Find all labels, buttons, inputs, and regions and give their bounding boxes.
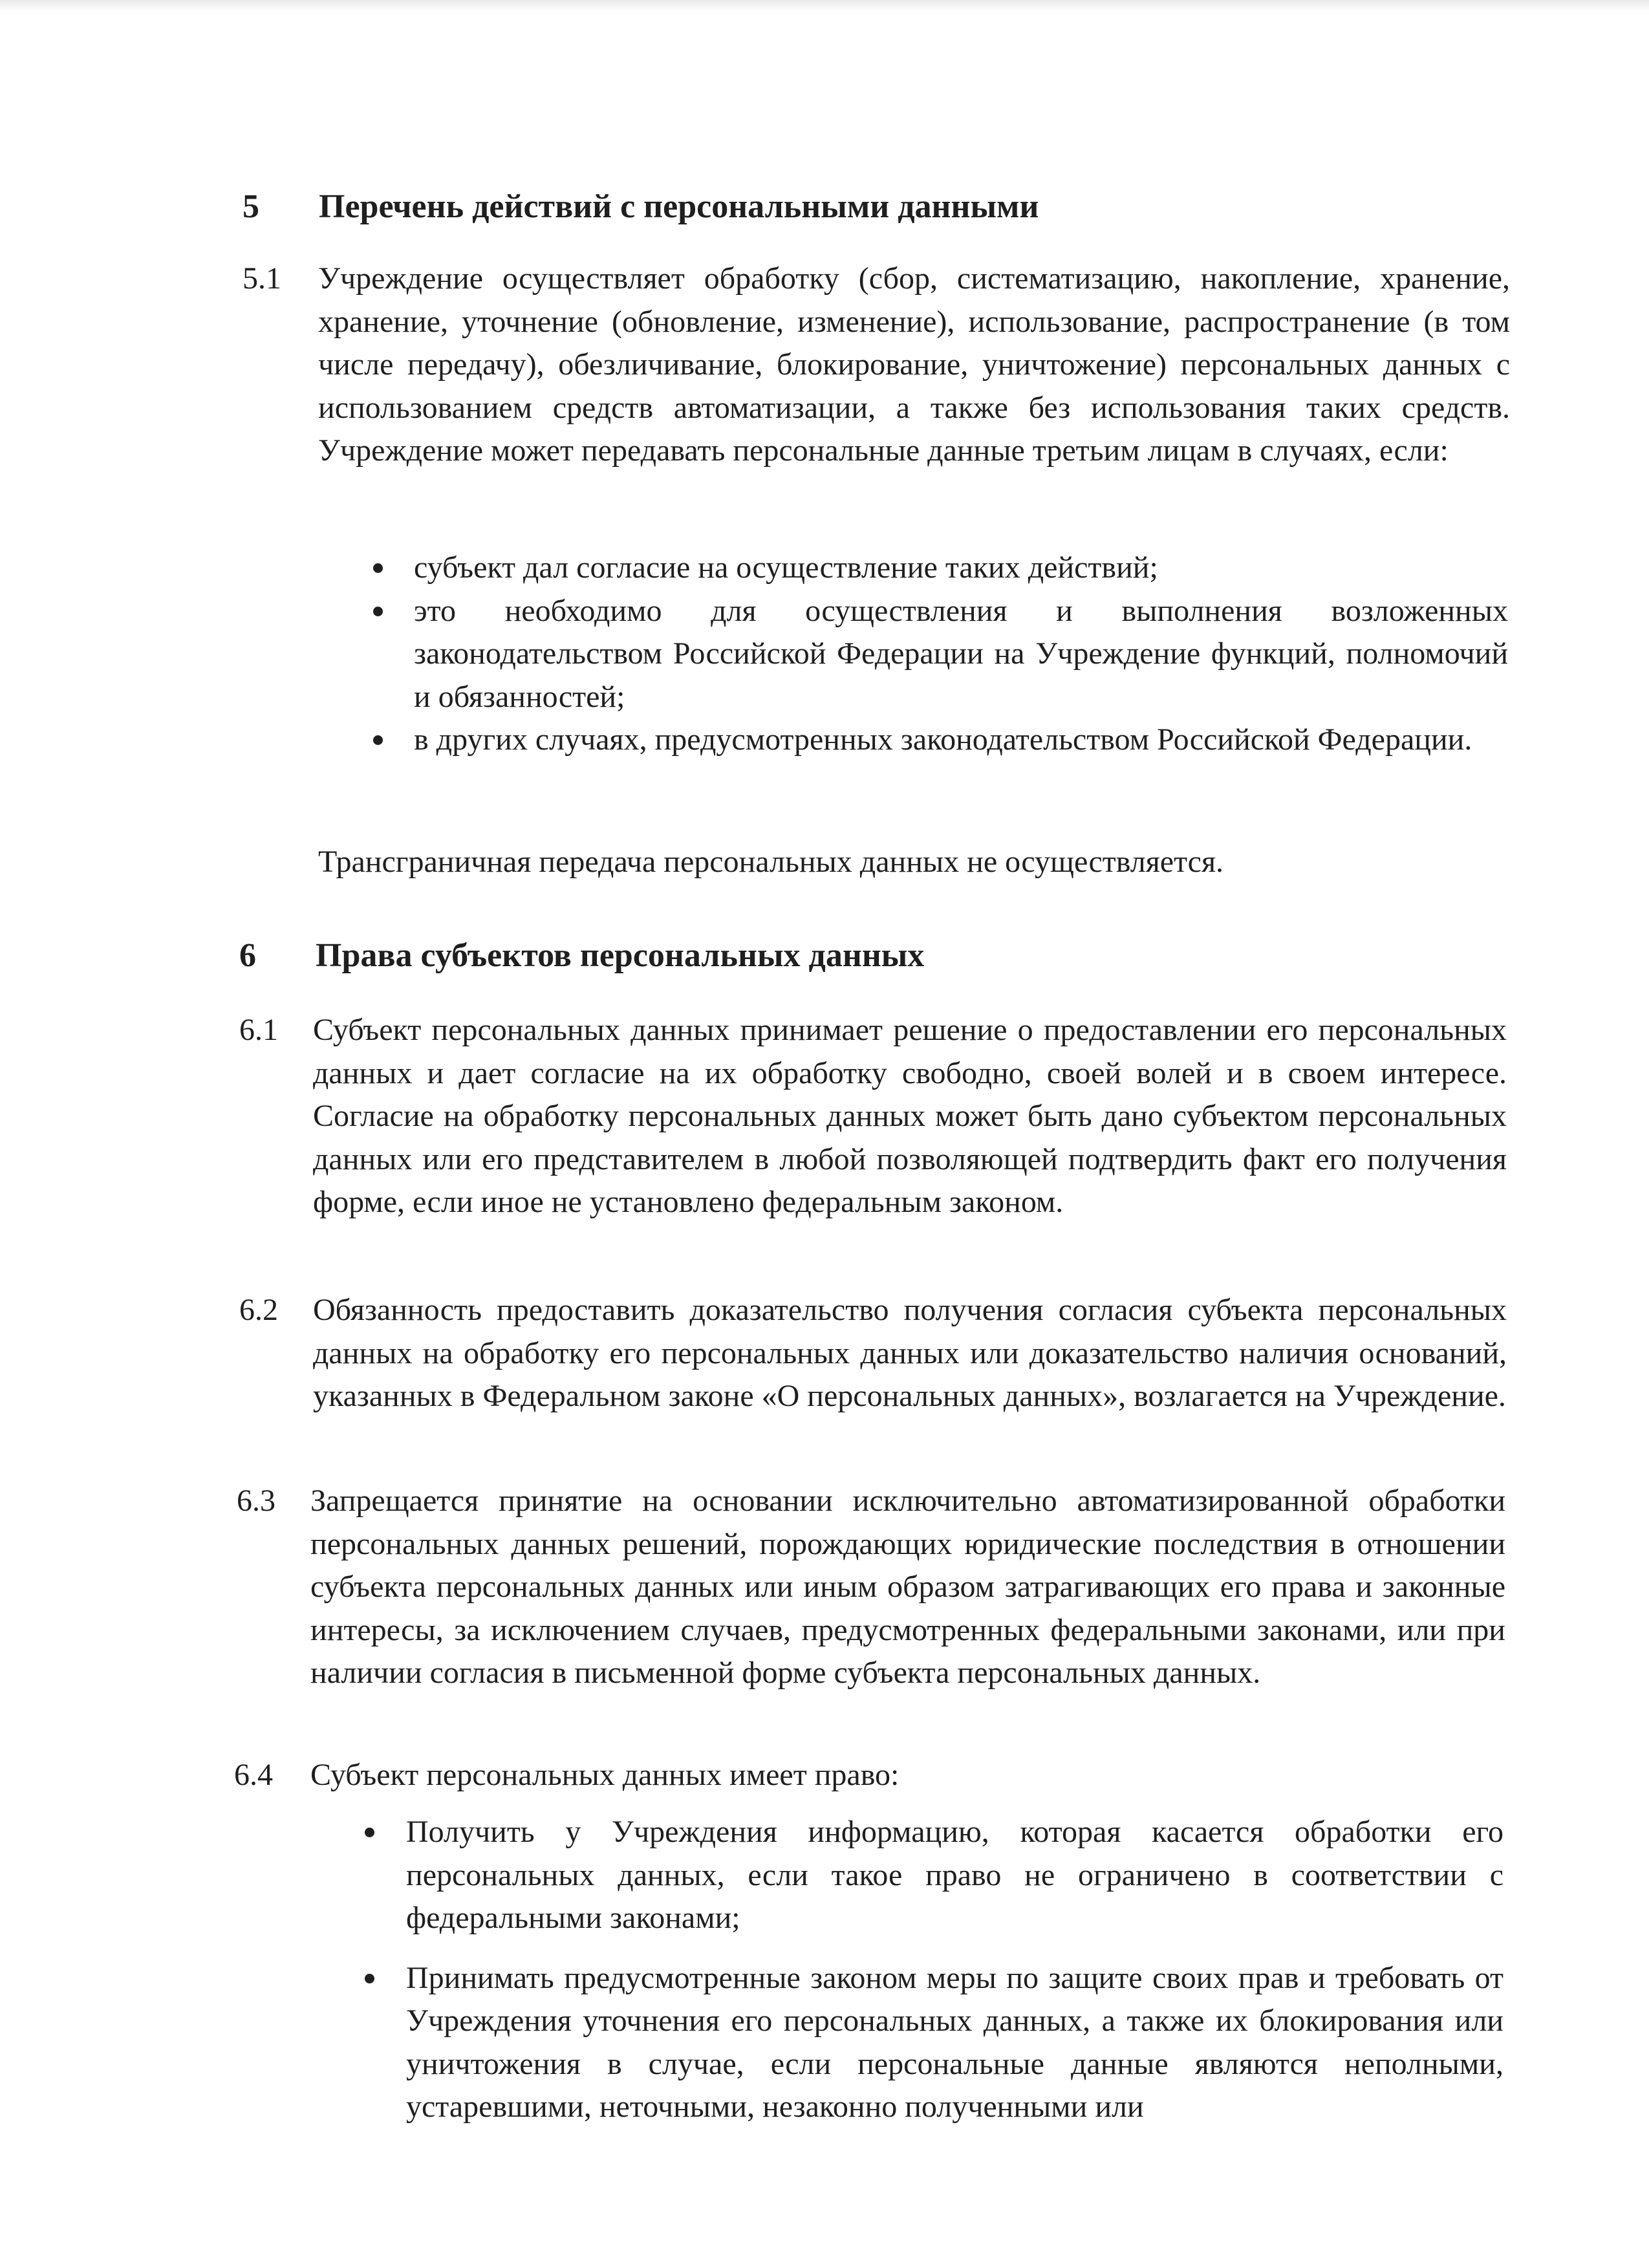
clause-number: 6.2 bbox=[239, 1293, 278, 1327]
bullet-icon bbox=[373, 563, 383, 573]
section-6-heading bbox=[239, 935, 1145, 977]
clause-number: 6.1 bbox=[239, 1013, 278, 1047]
section-5-bullet-list bbox=[414, 546, 1508, 762]
list-item-text: это необходимо для осуществления и выполнения возложенных законодательством Российской Федерации на Учреждение функций, полномочий и обязанностей; bbox=[414, 593, 1508, 714]
list-item-text: Получить у Учреждения информацию, которая касается обработки его персональных данных, если такое право не ограничено в соответствии с федеральными законами; bbox=[406, 1815, 1503, 1935]
clause-text: Обязанность предоставить доказательство получения согласия субъекта персональных данных на обработку его персональных данных или доказательство наличия оснований, указанных в Федеральном законе «О персональных данных», возлагается на Учреждение. bbox=[313, 1293, 1507, 1413]
clause-text: Субъект персональных данных принимает решение о предоставлении его персональных данных и дает согласие на их обработку свободно, своей волей и в своем интересе. Согласие на обработку персональных данных может быть дано субъектом персональных данных или его представителем в любой позволяющей подтвердить факт его получения форме, если иное не установлено федеральным законом. bbox=[313, 1013, 1507, 1219]
list-item-text: в других случаях, предусмотренных законодательством Российской Федерации. bbox=[414, 722, 1472, 757]
list-item bbox=[414, 590, 1508, 719]
clause-5-1 bbox=[242, 257, 1510, 516]
bullet-icon bbox=[365, 1974, 374, 1983]
section-title: Права субъектов персональных данных bbox=[316, 937, 925, 974]
clause-number: 6.4 bbox=[234, 1758, 273, 1792]
list-item bbox=[414, 546, 1508, 590]
section-6-bullet-list bbox=[406, 1811, 1503, 2129]
section-title: Перечень действий с персональными данными bbox=[319, 188, 1039, 225]
scan-shadow bbox=[0, 0, 1649, 12]
clause-6-2 bbox=[239, 1289, 1507, 1463]
clause-6-4 bbox=[234, 1754, 1503, 1799]
bullet-icon bbox=[373, 607, 383, 616]
clause-6-1 bbox=[239, 1009, 1507, 1268]
bullet-icon bbox=[365, 1828, 374, 1837]
clause-number: 6.3 bbox=[237, 1484, 275, 1518]
list-item bbox=[406, 1811, 1503, 1940]
list-item bbox=[414, 718, 1508, 762]
list-item bbox=[406, 1957, 1503, 2129]
clause-text: Запрещается принятие на основании исключительно автоматизированной обработки персональных данных решений, порождающих юридические последствия в отношении субъекта персональных данных или иным образом затрагивающих его права и законные интересы, за исключением случаев, предусмотренных федеральными законами, или при наличии согласия в письменной форме субъекта персональных данных. bbox=[310, 1484, 1505, 1690]
bullet-icon bbox=[373, 735, 383, 745]
section-number: 6 bbox=[239, 937, 256, 974]
list-item-text: субъект дал согласие на осуществление таких действий; bbox=[414, 550, 1158, 585]
section-5-closing: Трансграничная передача персональных данных не осуществляется. bbox=[318, 845, 1224, 879]
clause-6-3 bbox=[237, 1480, 1505, 1738]
clause-text: Учреждение осуществляет обработку (сбор, систематизацию, накопление, хранение, хранение, уточнение (обновление, изменение), использование, распространение (в том числе передачу), обезличивание, блокирование, уничтожение) персональных данных с использованием средств автоматизации, а также без использования таких средств. Учреждение может передавать персональные данные третьим лицам в случаях, если: bbox=[318, 261, 1510, 468]
section-number: 5 bbox=[242, 188, 259, 225]
clause-number: 5.1 bbox=[242, 261, 281, 296]
section-5-heading bbox=[242, 186, 1148, 228]
clause-text: Субъект персональных данных имеет право: bbox=[310, 1758, 900, 1792]
list-item-text: Принимать предусмотренные законом меры по защите своих прав и требовать от Учреждения уточнения его персональных данных, а также их блокирования или уничтожения в случае, если персональные данные являются неполными, устаревшими, неточными, незаконно полученными или bbox=[406, 1960, 1503, 2124]
